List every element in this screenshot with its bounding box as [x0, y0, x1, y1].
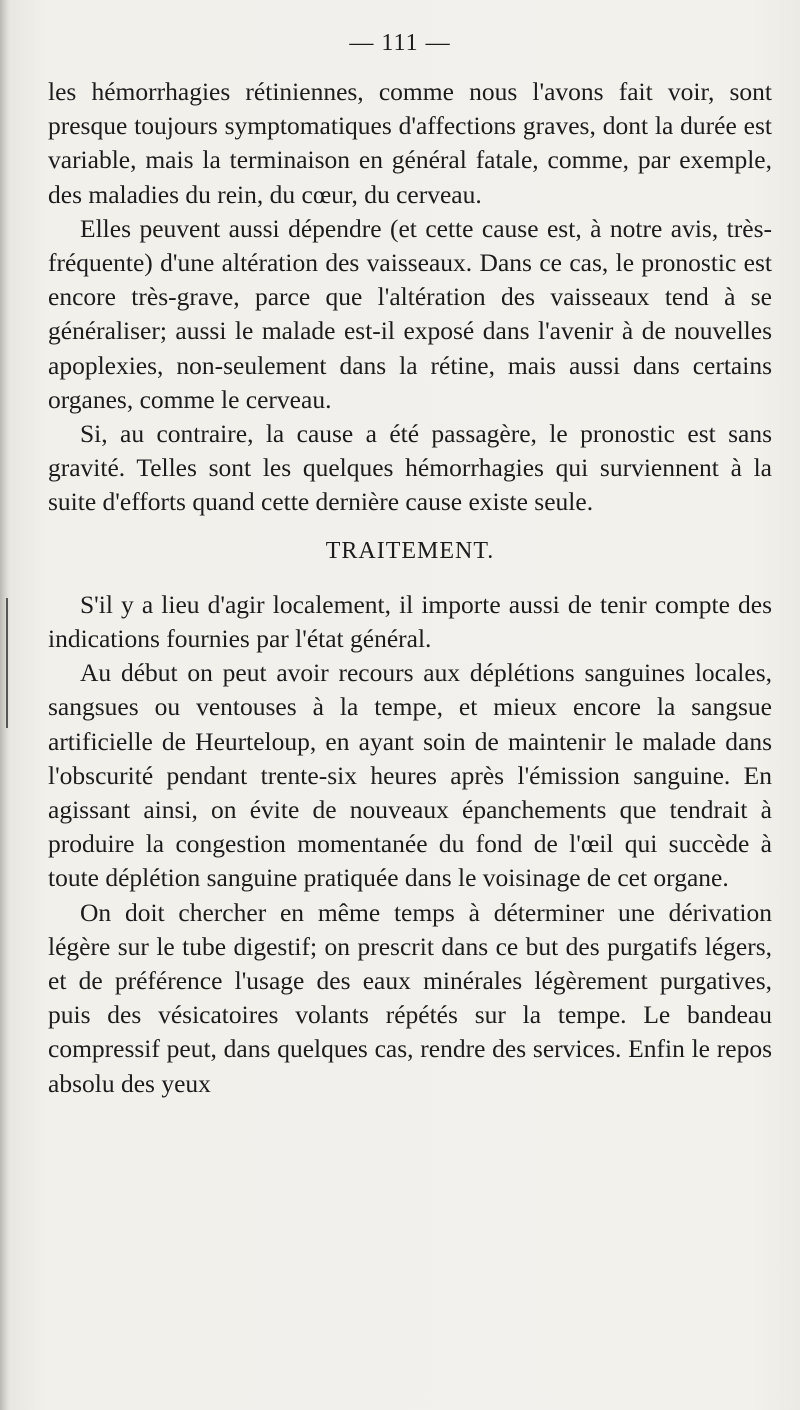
paragraph-6: On doit chercher en même temps à déterminer une dérivation légère sur le tube digestif; on prescrit dans ce but des purgatifs légers, et de préférence l'usage des eaux minérales légèrement purgatives, puis des vésicatoires volants répétés sur la tempe. Le bandeau compressif peut, dans quelques cas, rendre des services. Enfin le repos absolu des yeux: [48, 897, 772, 1098]
paragraph-3: Si, au contraire, la cause a été passagère, le pronostic est sans gravité. Telles sont les quelques hémorrhagies qui surviennent à la suite d'efforts quand cette dernière cause existe seule.: [48, 419, 772, 517]
body-text: [48, 75, 772, 1101]
paragraph-4: S'il y a lieu d'agir localement, il importe aussi de tenir compte des indications fournies par l'état général.: [48, 589, 772, 654]
paragraph-2: Elles peuvent aussi dépendre (et cette cause est, à notre avis, très-fréquente) d'une altération des vaisseaux. Dans ce cas, le pronostic est encore très-grave, parce que l'altération des vaisseaux tend à se généraliser; aussi le malade est-il exposé dans l'avenir à de nouvelles apoplexies, non-seulement dans la rétine, mais aussi dans certains organes, comme le cerveau.: [48, 213, 772, 414]
paragraph-5: Au début on peut avoir recours aux déplétions sanguines locales, sangsues ou ventouses à la tempe, et mieux encore la sangsue artificielle de Heurteloup, en ayant soin de maintenir le malade dans l'obscurité pendant trente-six heures après l'émission sanguine. En agissant ainsi, on évite de nouveaux épanchements que tendrait à produire la congestion momentanée du fond de l'œil qui succède à toute déplétion sanguine pratiquée dans le voisinage de cet organe.: [48, 658, 772, 893]
margin-mark: [6, 598, 8, 728]
page-edge-shadow: [0, 0, 10, 1410]
section-heading: TRAITEMENT.: [325, 537, 495, 564]
paragraph-1: les hémorrhagies rétiniennes, comme nous l'avons fait voir, sont presque toujours symptomatiques d'affections graves, dont la durée est variable, mais la terminaison en général fatale, comme, par exemple, des maladies du rein, du cœur, du cerveau.: [48, 77, 772, 209]
page-number: — 111 —: [349, 30, 451, 56]
